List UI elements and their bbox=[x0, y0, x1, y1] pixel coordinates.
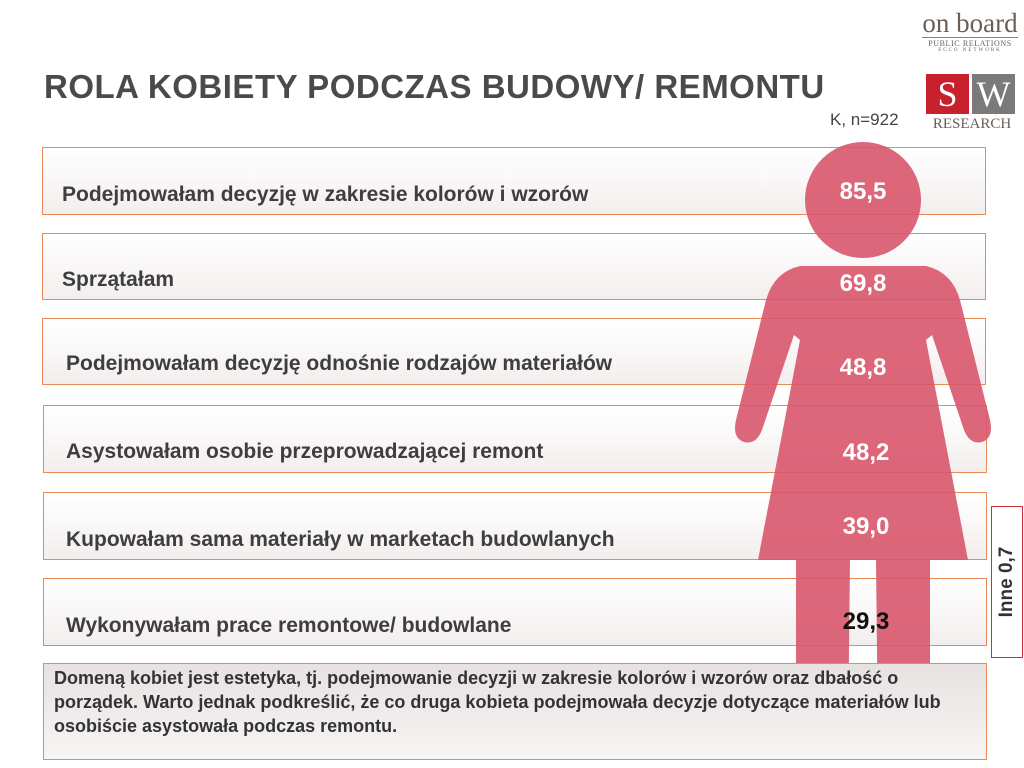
category-label: Sprzątałam bbox=[62, 268, 175, 291]
value-label: 48,8 bbox=[839, 354, 887, 381]
summary-text: Domeną kobiet jest estetyka, tj. podejmowanie decyzji w zakresie kolorów i wzorów oraz dbałość o porządek. Warto jednak podkreślić, że co druga kobieta podejmowała decyzje dotyczące materiałów lub osobiście asystowała podczas remontu. bbox=[54, 668, 941, 736]
value-label: 39,0 bbox=[842, 513, 890, 540]
value-label: 29,3 bbox=[842, 608, 890, 635]
onboard-logo-name: on board bbox=[922, 8, 1018, 38]
sw-logo-w: W bbox=[972, 74, 1015, 114]
page-title: ROLA KOBIETY PODCZAS BUDOWY/ REMONTU bbox=[44, 68, 825, 105]
sw-logo-s: S bbox=[926, 74, 969, 114]
sample-size: K, n=922 bbox=[830, 110, 899, 129]
onboard-logo-network: ECCO NETWORK bbox=[938, 48, 1002, 53]
category-label: Wykonywałam prace remontowe/ budowlane bbox=[66, 614, 512, 637]
onboard-logo-subtitle: PUBLIC RELATIONS bbox=[928, 39, 1012, 48]
value-label: 48,2 bbox=[842, 439, 890, 466]
value-label: 69,8 bbox=[839, 270, 887, 297]
category-label: Kupowałam sama materiały w marketach budowlanych bbox=[66, 528, 615, 551]
category-label: Podejmowałam decyzję w zakresie kolorów i wzorów bbox=[62, 183, 589, 206]
category-label: Asystowałam osobie przeprowadzającej remont bbox=[66, 440, 544, 463]
summary-box bbox=[43, 663, 987, 760]
value-label: 85,5 bbox=[839, 178, 887, 205]
category-label: Podejmowałam decyzję odnośnie rodzajów materiałów bbox=[66, 352, 613, 375]
sw-logo-research: RESEARCH bbox=[932, 116, 1012, 132]
other-answer-box bbox=[991, 506, 1023, 658]
other-answer-label: Inne 0,7 bbox=[996, 546, 1017, 618]
